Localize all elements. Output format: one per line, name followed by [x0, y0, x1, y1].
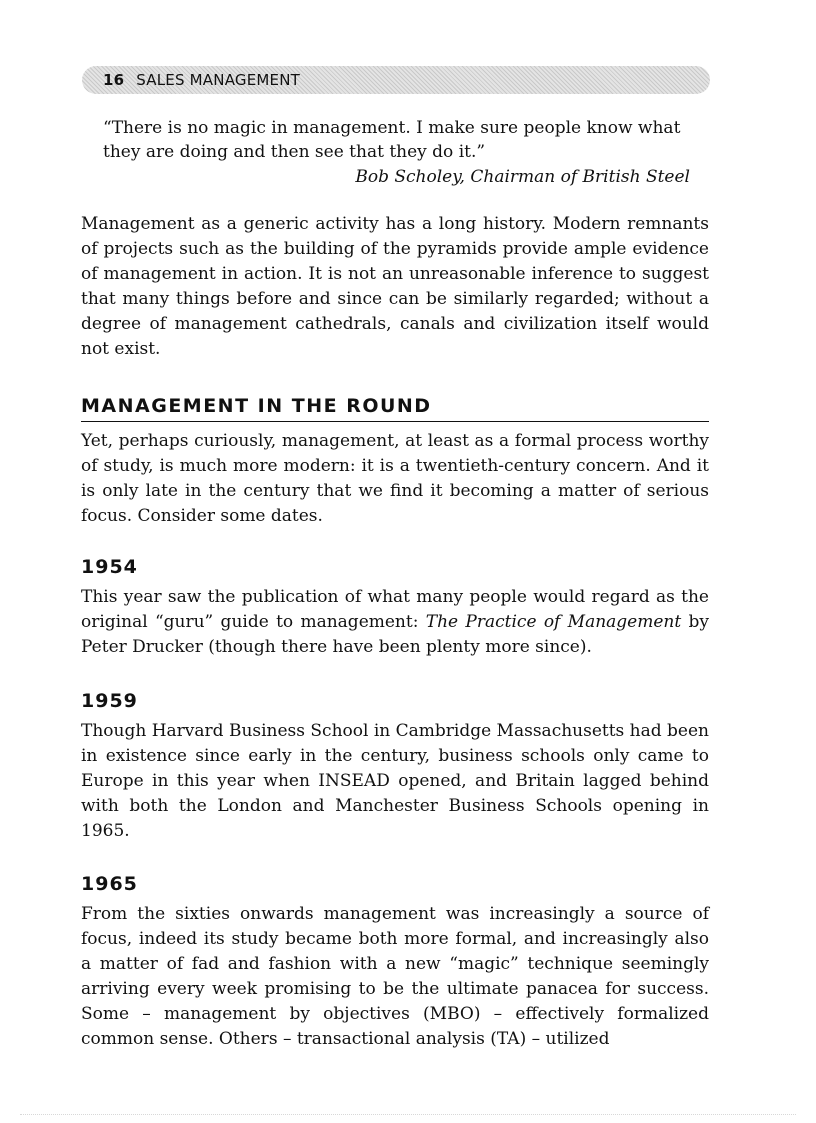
year-text-before: This year saw the publication of what many people would regard as the original “guru” guide to management: — [81, 587, 709, 632]
book-title: The Practice of Management — [425, 612, 682, 632]
year-heading-1965: 1965 — [81, 873, 138, 895]
epigraph-attribution: Bob Scholey, Chairman of British Steel — [355, 167, 690, 187]
running-header — [103, 71, 300, 89]
footer-divider — [20, 1114, 796, 1115]
section-heading: MANAGEMENT IN THE ROUND — [81, 395, 432, 417]
year-heading-1959: 1959 — [81, 690, 138, 712]
intro-paragraph: Management as a generic activity has a long history. Modern remnants of projects such as the building of the pyramids provide ample evidence of management in action. It is not an unreasonable inference to suggest that many things before and since can be similarly regarded; without a degree of management cathedrals, canals and civilization itself would not exist. — [81, 214, 709, 359]
year-paragraph-1959: Though Harvard Business School in Cambridge Massachusetts had been in existence since early in the century, business schools only came to Europe in this year when INSEAD opened, and Britain lagged behind with both the London and Manchester Business Schools opening in 1965. — [81, 721, 710, 841]
year-text-after: by Peter Drucker (though there have been plenty more since). — [81, 612, 710, 657]
year-paragraph-1954 — [81, 585, 709, 660]
year-heading-1954: 1954 — [81, 556, 138, 578]
running-title: SALES MANAGEMENT — [136, 71, 300, 89]
page-number: 16 — [103, 71, 125, 89]
section-paragraph: Yet, perhaps curiously, management, at least as a formal process worthy of study, is much more modern: it is a twentieth-century concern. And it is only late in the century that we find it becoming a matter of serious focus. Consider some dates. — [81, 431, 709, 526]
section-heading-rule — [81, 421, 709, 422]
epigraph-quote: “There is no magic in management. I make sure people know what they are doing and then see that they do it.” — [103, 118, 681, 162]
year-paragraph-1965: From the sixties onwards management was increasingly a source of focus, indeed its study became both more formal, and increasingly also a matter of fad and fashion with a new “magic” technique seemingly arriving every week promising to be the ultimate panacea for success. Some – management by objectives (MBO) – effectively formalized common sense. Others – transactional analysis (TA) – utilized — [81, 904, 709, 1049]
